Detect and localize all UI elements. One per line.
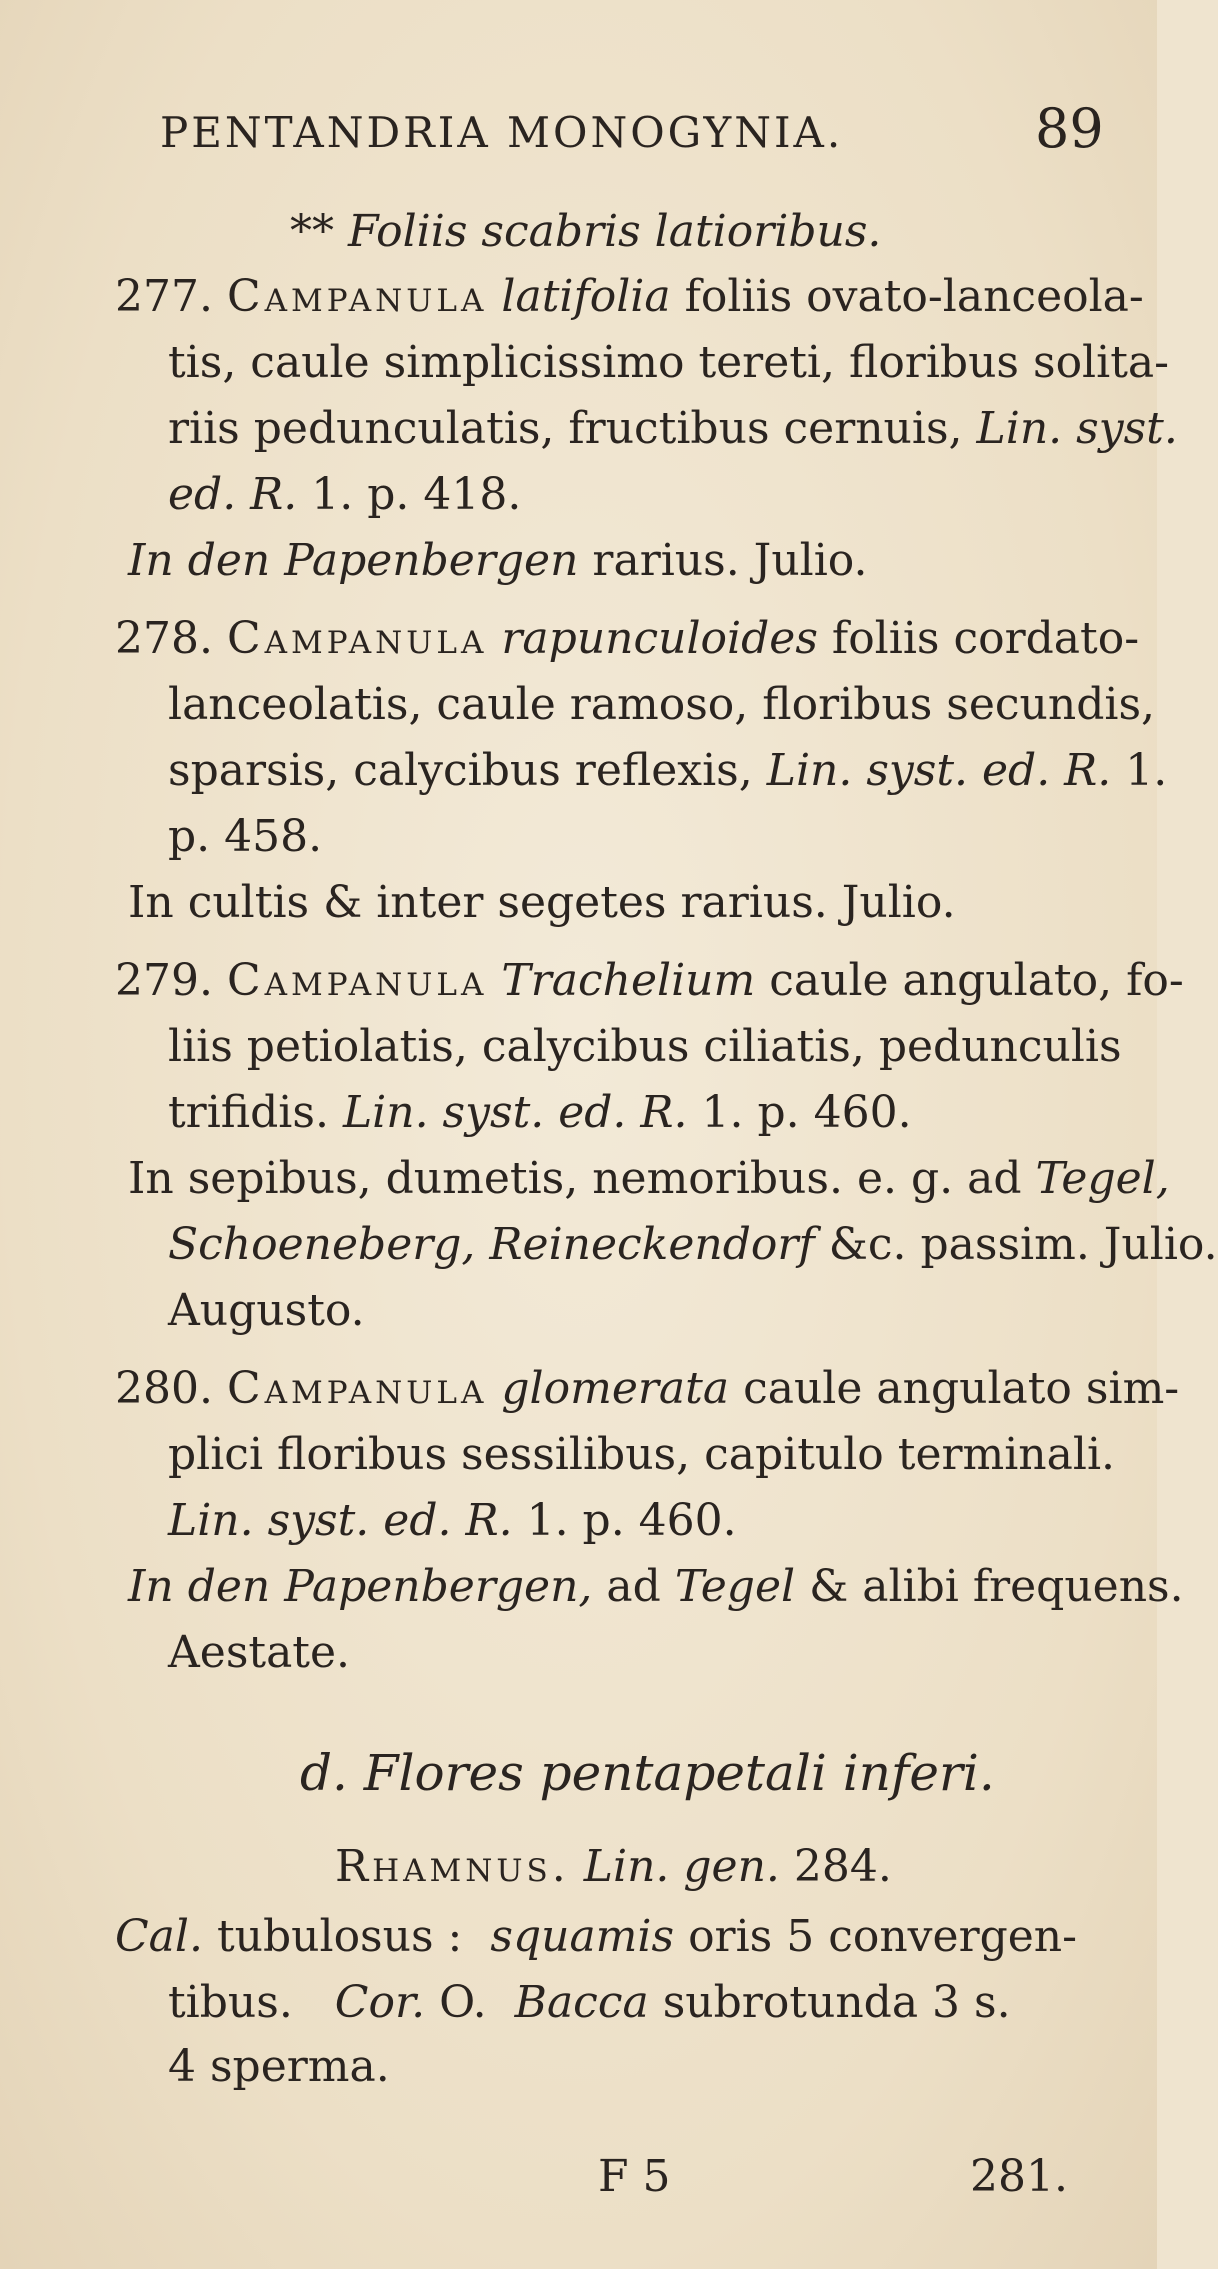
genus-name: Campanula (226, 271, 488, 322)
corolla-line: tibus. Cor. O. Bacca subrotunda 3 s. (168, 1977, 1011, 2028)
running-title: PENTANDRIA MONOGYNIA. (160, 108, 844, 157)
genus-name: Campanula (226, 955, 488, 1006)
entry-279-line-1: 279. Campanula Trachelium caule angulato, fo- (115, 955, 1184, 1006)
entry-278-line-1: 278. Campanula rapunculoides foliis cordato- (115, 613, 1140, 664)
species-name: rapunculoides (501, 613, 818, 664)
species-name: Trachelium (501, 955, 756, 1006)
species-name: latifolia (501, 271, 671, 322)
genus-name: Campanula (226, 1363, 488, 1414)
page-number: 89 (1035, 97, 1104, 160)
entry-277-line-2: tis, caule simplicissimo tereti, floribus solita- (168, 337, 1169, 388)
entry-280-habitat-1: In den Papenbergen, ad Tegel & alibi frequens. (128, 1561, 1184, 1612)
entry-277-line-3: riis pedunculatis, fructibus cernuis, Lin. syst. (168, 403, 1178, 454)
subsection-title: d. Flores pentapetali inferi. (300, 1744, 995, 1802)
entry-278-line-4: p. 458. (168, 811, 323, 862)
entry-280-line-3: Lin. syst. ed. R. 1. p. 460. (168, 1495, 737, 1546)
entry-279-line-3: trifidis. Lin. syst. ed. R. 1. p. 460. (168, 1087, 912, 1138)
entry-number: 277. (115, 271, 213, 322)
entry-number: 278. (115, 613, 213, 664)
calyx-line: Cal. tubulosus : squamis oris 5 convergen- (115, 1911, 1078, 1962)
entry-279-habitat-2: Schoeneberg, Reineckendorf &c. passim. Julio. (168, 1219, 1218, 1270)
entry-280-habitat-2: Aestate. (168, 1627, 351, 1678)
entry-278-line-2: lanceolatis, caule ramoso, floribus secundis, (168, 679, 1156, 730)
entry-279-habitat-1: In sepibus, dumetis, nemoribus. e. g. ad Tegel, (128, 1153, 1170, 1204)
signature-mark: F 5 (598, 2151, 671, 2202)
genus-line: Rhamnus. Lin. gen. 284. (335, 1841, 892, 1892)
section-heading: ** Foliis scabris latioribus. (290, 206, 882, 257)
entry-280-line-1: 280. Campanula glomerata caule angulato sim- (115, 1363, 1180, 1414)
entry-279-habitat-3: Augusto. (168, 1285, 365, 1336)
entry-number: 279. (115, 955, 213, 1006)
entry-279-line-2: liis petiolatis, calycibus ciliatis, pedunculis (168, 1021, 1122, 1072)
seed-line: 4 sperma. (168, 2041, 390, 2092)
entry-277-line-1: 277. Campanula latifolia foliis ovato-lanceola- (115, 271, 1144, 322)
entry-277-line-4: ed. R. 1. p. 418. (168, 469, 522, 520)
species-name: glomerata (501, 1363, 730, 1414)
genus-name: Campanula (226, 613, 488, 664)
entry-277-habitat: In den Papenbergen rarius. Julio. (128, 535, 868, 586)
entry-278-habitat: In cultis & inter segetes rarius. Julio. (128, 877, 956, 928)
catchword: 281. (970, 2151, 1068, 2202)
entry-278-line-3: sparsis, calycibus reflexis, Lin. syst. ed. R. 1. (168, 745, 1168, 796)
entry-number: 280. (115, 1363, 213, 1414)
entry-280-line-2: plici floribus sessilibus, capitulo terminali. (168, 1429, 1116, 1480)
